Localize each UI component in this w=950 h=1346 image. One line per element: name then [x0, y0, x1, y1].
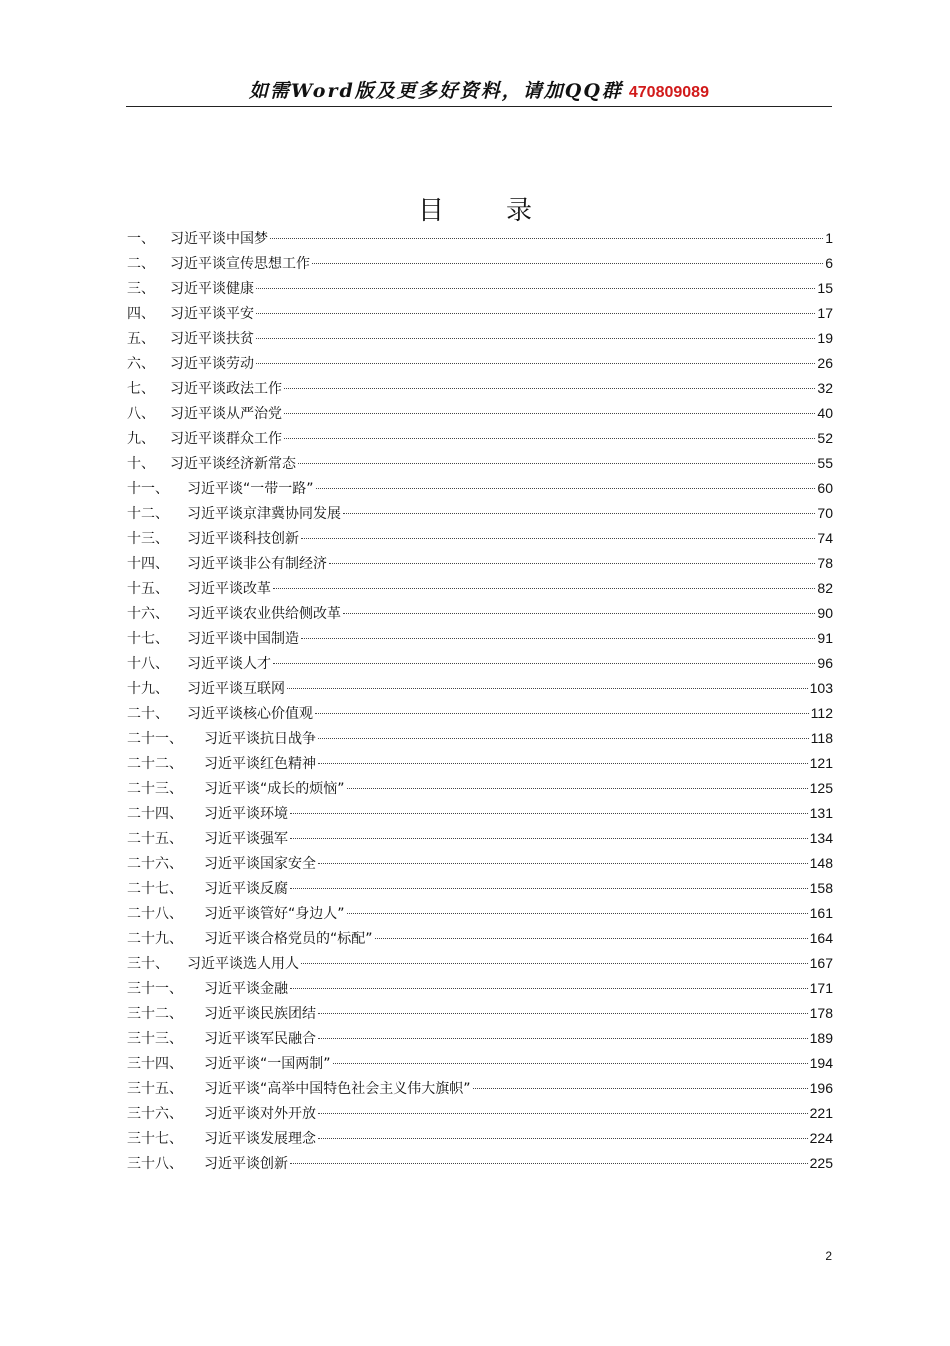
- toc-entry-number: 七、: [127, 381, 155, 397]
- toc-entry-number: 二十九、: [127, 931, 183, 947]
- toc-entry-number: 十二、: [127, 506, 169, 522]
- toc-entry-page: 225: [809, 1155, 833, 1171]
- toc-entry-number: 十五、: [127, 581, 169, 597]
- toc-entry-number: 十四、: [127, 556, 169, 572]
- toc-entry-title: 习近平谈“成长的烦恼”: [204, 781, 345, 797]
- toc-dot-leader: [318, 1138, 808, 1139]
- toc-entry-title: 习近平谈强军: [204, 831, 288, 847]
- toc-dot-leader: [375, 938, 808, 939]
- toc-entry-title: 习近平谈扶贫: [170, 331, 254, 347]
- toc-entry-title: 习近平谈改革: [187, 581, 271, 597]
- toc-entry-number: 二十五、: [127, 831, 183, 847]
- toc-entry-number: 六、: [127, 356, 155, 372]
- toc-entry-title: 习近平谈“一国两制”: [204, 1056, 331, 1072]
- toc-dot-leader: [301, 538, 815, 539]
- toc-entry-number: 十三、: [127, 531, 169, 547]
- toc-entry[interactable]: [127, 1051, 833, 1076]
- toc-entry-page: 118: [810, 730, 833, 746]
- toc-entry-title: 习近平谈科技创新: [187, 531, 299, 547]
- toc-dot-leader: [329, 563, 815, 564]
- toc-entry-title: 习近平谈抗日战争: [204, 731, 316, 747]
- toc-dot-leader: [290, 1163, 808, 1164]
- toc-entry-number: 十七、: [127, 631, 169, 647]
- toc-entry-number: 三十一、: [127, 981, 183, 997]
- toc-entry-page: 224: [809, 1130, 833, 1146]
- toc-dot-leader: [316, 488, 816, 489]
- toc-entry[interactable]: [127, 276, 833, 301]
- toc-entry-page: 121: [809, 755, 833, 771]
- page-header: [126, 72, 832, 107]
- toc-entry[interactable]: [127, 976, 833, 1001]
- toc-entry-page: 164: [809, 930, 833, 946]
- toc-dot-leader: [347, 788, 808, 789]
- toc-entry-title: 习近平谈人才: [187, 656, 271, 672]
- toc-entry[interactable]: [127, 551, 833, 576]
- toc-entry-number: 三、: [127, 281, 155, 297]
- toc-dot-leader: [347, 913, 808, 914]
- toc-dot-leader: [301, 638, 815, 639]
- toc-entry-title: 习近平谈中国制造: [187, 631, 299, 647]
- toc-entry-title: 习近平谈发展理念: [204, 1131, 316, 1147]
- toc-entry-title: 习近平谈金融: [204, 981, 288, 997]
- toc-dot-leader: [318, 763, 808, 764]
- toc-dot-leader: [315, 713, 809, 714]
- toc-entry[interactable]: [127, 1076, 833, 1101]
- toc-dot-leader: [318, 1013, 808, 1014]
- toc-dot-leader: [318, 1038, 808, 1039]
- toc-entry-page: 52: [817, 430, 833, 446]
- toc-entry-page: 189: [809, 1030, 833, 1046]
- toc-entry[interactable]: [127, 451, 833, 476]
- toc-entry[interactable]: [127, 676, 833, 701]
- toc-entry-page: 134: [809, 830, 833, 846]
- page-number: 2: [825, 1249, 832, 1263]
- toc-entry-page: 17: [817, 305, 833, 321]
- toc-dot-leader: [290, 988, 808, 989]
- toc-dot-leader: [284, 438, 815, 439]
- toc-dot-leader: [284, 413, 815, 414]
- toc-entry-title: 习近平谈京津冀协同发展: [187, 506, 341, 522]
- toc-entry-number: 三十三、: [127, 1031, 183, 1047]
- toc-entry[interactable]: [127, 1126, 833, 1151]
- toc-dot-leader: [318, 1113, 808, 1114]
- toc-entry-page: 26: [817, 355, 833, 371]
- toc-entry[interactable]: [127, 1001, 833, 1026]
- toc-entry-title: 习近平谈环境: [204, 806, 288, 822]
- toc-entry-title: 习近平谈政法工作: [170, 381, 282, 397]
- toc-entry-title: 习近平谈国家安全: [204, 856, 316, 872]
- toc-entry[interactable]: [127, 326, 833, 351]
- toc-dot-leader: [333, 1063, 808, 1064]
- header-text: 如需Word版及更多好资料，请加QQ群: [249, 80, 623, 102]
- toc-entry-title: 习近平谈红色精神: [204, 756, 316, 772]
- toc-entry-title: 习近平谈健康: [170, 281, 254, 297]
- toc-entry[interactable]: [127, 526, 833, 551]
- toc-entry-number: 二十、: [127, 706, 169, 722]
- toc-dot-leader: [256, 288, 815, 289]
- toc-entry-page: 148: [809, 855, 833, 871]
- toc-entry-title: 习近平谈对外开放: [204, 1106, 316, 1122]
- toc-entry[interactable]: [127, 651, 833, 676]
- toc-entry-number: 二十六、: [127, 856, 183, 872]
- toc-entry-number: 十一、: [127, 481, 169, 497]
- toc-entry[interactable]: [127, 901, 833, 926]
- toc-entry-title: 习近平谈核心价值观: [187, 706, 313, 722]
- toc-entry-title: 习近平谈互联网: [187, 681, 285, 697]
- toc-entry-page: 60: [817, 480, 833, 496]
- toc-entry-number: 三十四、: [127, 1056, 183, 1072]
- toc-entry-page: 6: [825, 255, 833, 271]
- toc-entry-number: 一、: [127, 231, 155, 247]
- toc-entry-number: 二十一、: [127, 731, 183, 747]
- toc-entry[interactable]: [127, 776, 833, 801]
- toc-title: 目录: [417, 196, 594, 226]
- toc-entry-number: 二十八、: [127, 906, 183, 922]
- toc-entry-number: 九、: [127, 431, 155, 447]
- toc-entry-number: 五、: [127, 331, 155, 347]
- toc-entry-page: 70: [817, 505, 833, 521]
- toc-entry-title: 习近平谈劳动: [170, 356, 254, 372]
- toc-dot-leader: [256, 313, 815, 314]
- toc-entry-page: 131: [809, 805, 833, 821]
- toc-entry-title: 习近平谈“高举中国特色社会主义伟大旗帜”: [204, 1081, 471, 1097]
- toc-entry-title: 习近平谈中国梦: [170, 231, 268, 247]
- toc-entry-title: 习近平谈群众工作: [170, 431, 282, 447]
- toc-entry-number: 八、: [127, 406, 155, 422]
- toc-entry[interactable]: [127, 1151, 833, 1176]
- toc-dot-leader: [473, 1088, 808, 1089]
- toc-entry[interactable]: [127, 401, 833, 426]
- toc-entry-title: 习近平谈宣传思想工作: [170, 256, 310, 272]
- toc-entry-page: 221: [809, 1105, 833, 1121]
- toc-entry-number: 三十八、: [127, 1156, 183, 1172]
- toc-entry-title: 习近平谈平安: [170, 306, 254, 322]
- toc-entry[interactable]: [127, 851, 833, 876]
- toc-entry[interactable]: [127, 951, 833, 976]
- toc-entry[interactable]: [127, 876, 833, 901]
- toc-entry-page: 74: [817, 530, 833, 546]
- toc-entry[interactable]: [127, 751, 833, 776]
- toc-entry-title: 习近平谈从严治党: [170, 406, 282, 422]
- toc-entry-page: 125: [809, 780, 833, 796]
- toc-entry-number: 三十六、: [127, 1106, 183, 1122]
- toc-entry-page: 178: [809, 1005, 833, 1021]
- toc-dot-leader: [312, 263, 823, 264]
- toc-entry-title: 习近平谈反腐: [204, 881, 288, 897]
- toc-entry-title: 习近平谈经济新常态: [170, 456, 296, 472]
- toc-entry[interactable]: [127, 801, 833, 826]
- toc-dot-leader: [284, 388, 815, 389]
- toc-entry-page: 82: [817, 580, 833, 596]
- toc-entry-page: 161: [809, 905, 833, 921]
- toc-entry-page: 112: [810, 705, 833, 721]
- toc-entry[interactable]: [127, 926, 833, 951]
- toc-entry-title: 习近平谈选人用人: [187, 956, 299, 972]
- toc-entry-number: 二十四、: [127, 806, 183, 822]
- toc-entry[interactable]: [127, 1026, 833, 1051]
- toc-dot-leader: [301, 963, 808, 964]
- toc-entry-number: 十、: [127, 456, 155, 472]
- toc-entry-page: 40: [817, 405, 833, 421]
- toc-entry-page: 103: [809, 680, 833, 696]
- toc-entry-page: 194: [809, 1055, 833, 1071]
- toc-entry-page: 78: [817, 555, 833, 571]
- toc-entry-number: 十六、: [127, 606, 169, 622]
- toc-entry[interactable]: [127, 701, 833, 726]
- toc-entry[interactable]: [127, 826, 833, 851]
- toc-entry[interactable]: [127, 726, 833, 751]
- toc-dot-leader: [273, 663, 815, 664]
- toc-entry-number: 二十七、: [127, 881, 183, 897]
- toc-entry-number: 三十七、: [127, 1131, 183, 1147]
- toc-entry[interactable]: [127, 1101, 833, 1126]
- toc-dot-leader: [287, 688, 808, 689]
- toc-entry[interactable]: [127, 226, 833, 251]
- toc-entry-page: 15: [817, 280, 833, 296]
- toc-entry[interactable]: [127, 426, 833, 451]
- toc-dot-leader: [290, 838, 808, 839]
- toc-entry-page: 19: [817, 330, 833, 346]
- header-line: [126, 76, 832, 103]
- toc-entry-page: 158: [809, 880, 833, 896]
- toc-entry-page: 1: [825, 230, 833, 246]
- toc-entry-number: 三十五、: [127, 1081, 183, 1097]
- toc-entry-page: 167: [809, 955, 833, 971]
- toc-entry-title: 习近平谈合格党员的“标配”: [204, 931, 373, 947]
- toc-dot-leader: [298, 463, 815, 464]
- toc-dot-leader: [318, 863, 808, 864]
- toc-entry-number: 二十二、: [127, 756, 183, 772]
- toc-entry-page: 90: [817, 605, 833, 621]
- toc-entry[interactable]: [127, 576, 833, 601]
- toc-entry[interactable]: [127, 301, 833, 326]
- toc-dot-leader: [343, 613, 815, 614]
- toc-entry[interactable]: [127, 476, 833, 501]
- toc-entry-number: 四、: [127, 306, 155, 322]
- toc-entry-number: 二、: [127, 256, 155, 272]
- toc-entry-title: 习近平谈军民融合: [204, 1031, 316, 1047]
- toc-entry-number: 三十、: [127, 956, 169, 972]
- toc-dot-leader: [256, 363, 815, 364]
- toc-entry[interactable]: [127, 376, 833, 401]
- toc-dot-leader: [343, 513, 815, 514]
- toc-entry-page: 32: [817, 380, 833, 396]
- toc-dot-leader: [318, 738, 809, 739]
- toc-entry-page: 196: [809, 1080, 833, 1096]
- toc-dot-leader: [290, 813, 808, 814]
- toc-dot-leader: [273, 588, 815, 589]
- toc-entry[interactable]: [127, 351, 833, 376]
- toc-entry[interactable]: [127, 626, 833, 651]
- header-qq-number: 470809089: [628, 84, 709, 101]
- toc-dot-leader: [256, 338, 815, 339]
- toc-entry-title: 习近平谈非公有制经济: [187, 556, 327, 572]
- toc-entry-page: 55: [817, 455, 833, 471]
- toc-entry-title: 习近平谈民族团结: [204, 1006, 316, 1022]
- toc-entry-number: 三十二、: [127, 1006, 183, 1022]
- toc-dot-leader: [270, 238, 823, 239]
- toc-entry-title: 习近平谈“一带一路”: [187, 481, 314, 497]
- toc-entry-page: 171: [809, 980, 833, 996]
- toc-entry-number: 十九、: [127, 681, 169, 697]
- toc-entry[interactable]: [127, 601, 833, 626]
- toc-dot-leader: [290, 888, 808, 889]
- toc-entry[interactable]: [127, 251, 833, 276]
- toc-entry[interactable]: [127, 501, 833, 526]
- toc-entry-page: 96: [817, 655, 833, 671]
- table-of-contents: [127, 226, 833, 1176]
- toc-entry-title: 习近平谈管好“身边人”: [204, 906, 345, 922]
- toc-entry-number: 二十三、: [127, 781, 183, 797]
- toc-entry-page: 91: [817, 630, 833, 646]
- toc-entry-number: 十八、: [127, 656, 169, 672]
- toc-entry-title: 习近平谈创新: [204, 1156, 288, 1172]
- toc-entry-title: 习近平谈农业供给侧改革: [187, 606, 341, 622]
